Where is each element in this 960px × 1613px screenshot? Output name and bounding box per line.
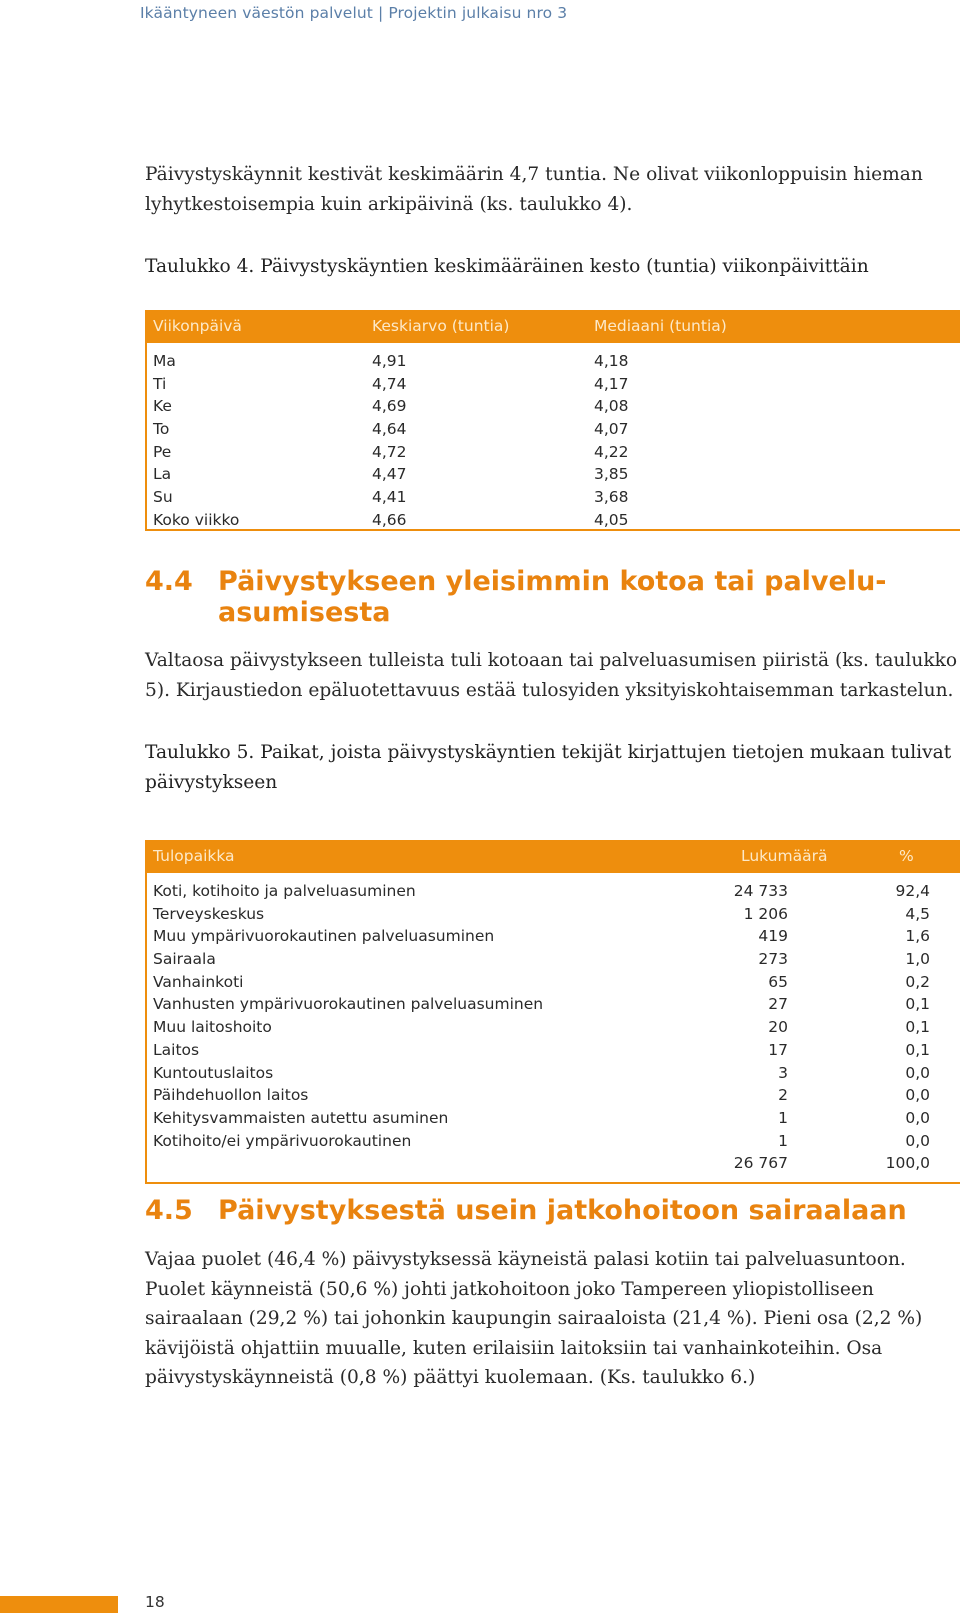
table4-cell-weekday: Pe xyxy=(153,442,172,461)
section-4-4-number: 4.4 xyxy=(145,566,193,597)
table5-cell-origin: Muu ympärivuorokautinen palveluasuminen xyxy=(153,927,495,946)
section-4-4-heading xyxy=(145,566,945,628)
table4-header-weekday: Viikonpäivä xyxy=(153,317,242,335)
table4-cell-median: 4,07 xyxy=(594,420,629,439)
table4-cell-median: 3,85 xyxy=(594,465,629,484)
table5-header-count: Lukumäärä xyxy=(741,847,828,865)
table4-cell-median: 4,18 xyxy=(594,352,629,370)
table4-row xyxy=(147,397,960,420)
table5-cell-percent: 1,0 xyxy=(905,950,930,969)
table4-row xyxy=(147,488,960,511)
table4-header-median: Mediaani (tuntia) xyxy=(594,317,727,335)
table4-cell-median: 4,17 xyxy=(594,374,629,393)
table5-cell-count: 1 xyxy=(778,1131,788,1150)
table5-cell-origin: Laitos xyxy=(153,1040,200,1059)
table5-cell-percent: 0,0 xyxy=(905,1131,930,1150)
table5-row xyxy=(147,927,960,950)
table5-row xyxy=(147,950,960,973)
table4-body xyxy=(147,343,960,534)
running-head: Ikääntyneen väestön palvelut | Projektin julkaisu nro 3 xyxy=(140,4,568,22)
table5-cell-origin: Terveyskeskus xyxy=(153,904,265,923)
table5-caption xyxy=(145,738,960,797)
table4-cell-weekday: Ma xyxy=(153,352,176,370)
table4-caption-lead: Taulukko 4. xyxy=(145,256,255,277)
table4-cell-mean: 4,74 xyxy=(372,374,407,393)
table5-cell-percent: 92,4 xyxy=(895,882,930,900)
table5-cell-percent: 0,1 xyxy=(905,995,930,1014)
table4-cell-mean: 4,91 xyxy=(372,352,407,370)
table4-cell-weekday: Su xyxy=(153,488,173,507)
table4-caption-text: Päivystyskäyntien keskimääräinen kesto (tuntia) viikonpäivittäin xyxy=(260,256,869,277)
table5-row xyxy=(147,905,960,928)
footer-accent-bar xyxy=(0,1596,118,1613)
section-4-4-title-line1: Päivystykseen yleisimmin kotoa tai palvelu- xyxy=(218,566,887,597)
table5-row xyxy=(147,1132,960,1155)
table5-cell-origin: Muu laitoshoito xyxy=(153,1018,272,1037)
table4-cell-median: 4,22 xyxy=(594,442,629,461)
table5-cell-origin: Päihdehuollon laitos xyxy=(153,1086,309,1105)
table5-cell-count: 1 206 xyxy=(743,904,788,923)
table5-row xyxy=(147,1109,960,1132)
table5-cell-origin: Vanhusten ympärivuorokautinen palveluasuminen xyxy=(153,995,544,1014)
table5-caption-lead: Taulukko 5. xyxy=(145,742,255,763)
table5-cell-origin: Vanhainkoti xyxy=(153,972,244,991)
table5-cell-origin: Kuntoutuslaitos xyxy=(153,1063,274,1082)
table4-cell-weekday: To xyxy=(153,420,170,439)
table4-header-mean: Keskiarvo (tuntia) xyxy=(372,317,510,335)
intro-paragraph: Päivystyskäynnit kestivät keskimäärin 4,7 tuntia. Ne olivat viikonloppuisin hieman lyhytkestoisempia kuin arkipäivinä (ks. taulukko 4). xyxy=(145,164,923,215)
table4-cell-mean: 4,66 xyxy=(372,510,407,529)
table5-cell-count: 26 767 xyxy=(733,1154,788,1173)
table5-cell-percent: 1,6 xyxy=(905,927,930,946)
table4-cell-median: 4,08 xyxy=(594,397,629,416)
table5-header-origin: Tulopaikka xyxy=(153,847,235,865)
table5-row xyxy=(147,995,960,1018)
table5-row xyxy=(147,1018,960,1041)
table4-header xyxy=(147,312,960,343)
table5-cell-percent: 4,5 xyxy=(905,904,930,923)
section-4-5-title: Päivystyksestä usein jatkohoitoon sairaalaan xyxy=(218,1195,907,1226)
table4 xyxy=(145,310,960,531)
table5-cell-percent: 0,0 xyxy=(905,1108,930,1127)
table5-row xyxy=(147,1086,960,1109)
table4-cell-median: 3,68 xyxy=(594,488,629,507)
table5-row xyxy=(147,1064,960,1087)
section-4-5-heading xyxy=(145,1195,945,1226)
table4-cell-median: 4,05 xyxy=(594,510,629,529)
table5-cell-count: 273 xyxy=(758,950,788,969)
table5-cell-count: 17 xyxy=(768,1040,788,1059)
table5-cell-percent: 0,2 xyxy=(905,972,930,991)
table5-cell-percent: 0,0 xyxy=(905,1063,930,1082)
table5-row xyxy=(147,973,960,996)
table4-row xyxy=(147,511,960,534)
table5-cell-percent: 100,0 xyxy=(885,1154,930,1173)
table5-body xyxy=(147,873,960,1177)
table4-cell-weekday: La xyxy=(153,465,172,484)
table4-cell-mean: 4,41 xyxy=(372,488,407,507)
table4-row xyxy=(147,352,960,375)
table4-caption xyxy=(145,252,960,282)
table5-row xyxy=(147,882,960,905)
table4-row xyxy=(147,465,960,488)
table4-cell-mean: 4,69 xyxy=(372,397,407,416)
table5-cell-percent: 0,1 xyxy=(905,1018,930,1037)
table5-row xyxy=(147,1154,960,1177)
section-4-4-title-line2: asumisesta xyxy=(218,597,391,628)
table5-cell-origin: Kehitysvammaisten autettu asuminen xyxy=(153,1108,449,1127)
section-4-5-number: 4.5 xyxy=(145,1195,193,1226)
table5-cell-count: 3 xyxy=(778,1063,788,1082)
table4-cell-mean: 4,64 xyxy=(372,420,407,439)
table5-cell-count: 419 xyxy=(758,927,788,946)
table5-cell-count: 27 xyxy=(768,995,788,1014)
table5-cell-percent: 0,0 xyxy=(905,1086,930,1105)
table5-cell-count: 20 xyxy=(768,1018,788,1037)
table5-cell-count: 2 xyxy=(778,1086,788,1105)
table5-cell-count: 24 733 xyxy=(733,882,788,900)
table5-caption-text: Paikat, joista päivystyskäyntien tekijät kirjattujen tietojen mukaan tulivat päivystykseen xyxy=(145,742,952,793)
section-4-5-paragraph: Vajaa puolet (46,4 %) päivystyksessä käyneistä palasi kotiin tai palveluasuntoon. Puolet käynneistä (50,6 %) johti jatkohoitoon joko Tampereen yliopistolliseen sairaalaan (29,2 %) tai johonkin kaupungin sairaaloista (21,4 %). Pieni osa (2,2 %) kävijöistä ohjattiin muualle, kuten erilaisiin laitoksiin tai vanhainkoteihin. Osa päivystyskäynneistä (0,8 %) päättyi kuolemaan. (Ks. taulukko 6.) xyxy=(145,1249,923,1388)
table4-cell-weekday: Koko viikko xyxy=(153,510,240,529)
table5-cell-percent: 0,1 xyxy=(905,1040,930,1059)
table5-cell-origin: Sairaala xyxy=(153,950,216,969)
page-number: 18 xyxy=(145,1593,165,1611)
table5-cell-count: 65 xyxy=(768,972,788,991)
table5 xyxy=(145,840,960,1184)
table5-header xyxy=(147,842,960,873)
table5-row xyxy=(147,1041,960,1064)
table4-cell-mean: 4,72 xyxy=(372,442,407,461)
table5-cell-origin: Koti, kotihoito ja palveluasuminen xyxy=(153,882,416,900)
table4-cell-weekday: Ke xyxy=(153,397,172,416)
table5-cell-origin: Kotihoito/ei ympärivuorokautinen xyxy=(153,1131,412,1150)
table5-header-percent: % xyxy=(899,847,914,865)
table4-row xyxy=(147,420,960,443)
table4-row xyxy=(147,443,960,466)
table5-cell-count: 1 xyxy=(778,1108,788,1127)
section-4-4-paragraph: Valtaosa päivystykseen tulleista tuli kotoaan tai palveluasumisen piiristä (ks. taulukko 5). Kirjaustiedon epäluotettavuus estää tulosyiden yksityiskohtaisemman tarkastelun. xyxy=(145,650,958,701)
table4-row xyxy=(147,375,960,398)
table4-cell-mean: 4,47 xyxy=(372,465,407,484)
table4-cell-weekday: Ti xyxy=(153,374,167,393)
